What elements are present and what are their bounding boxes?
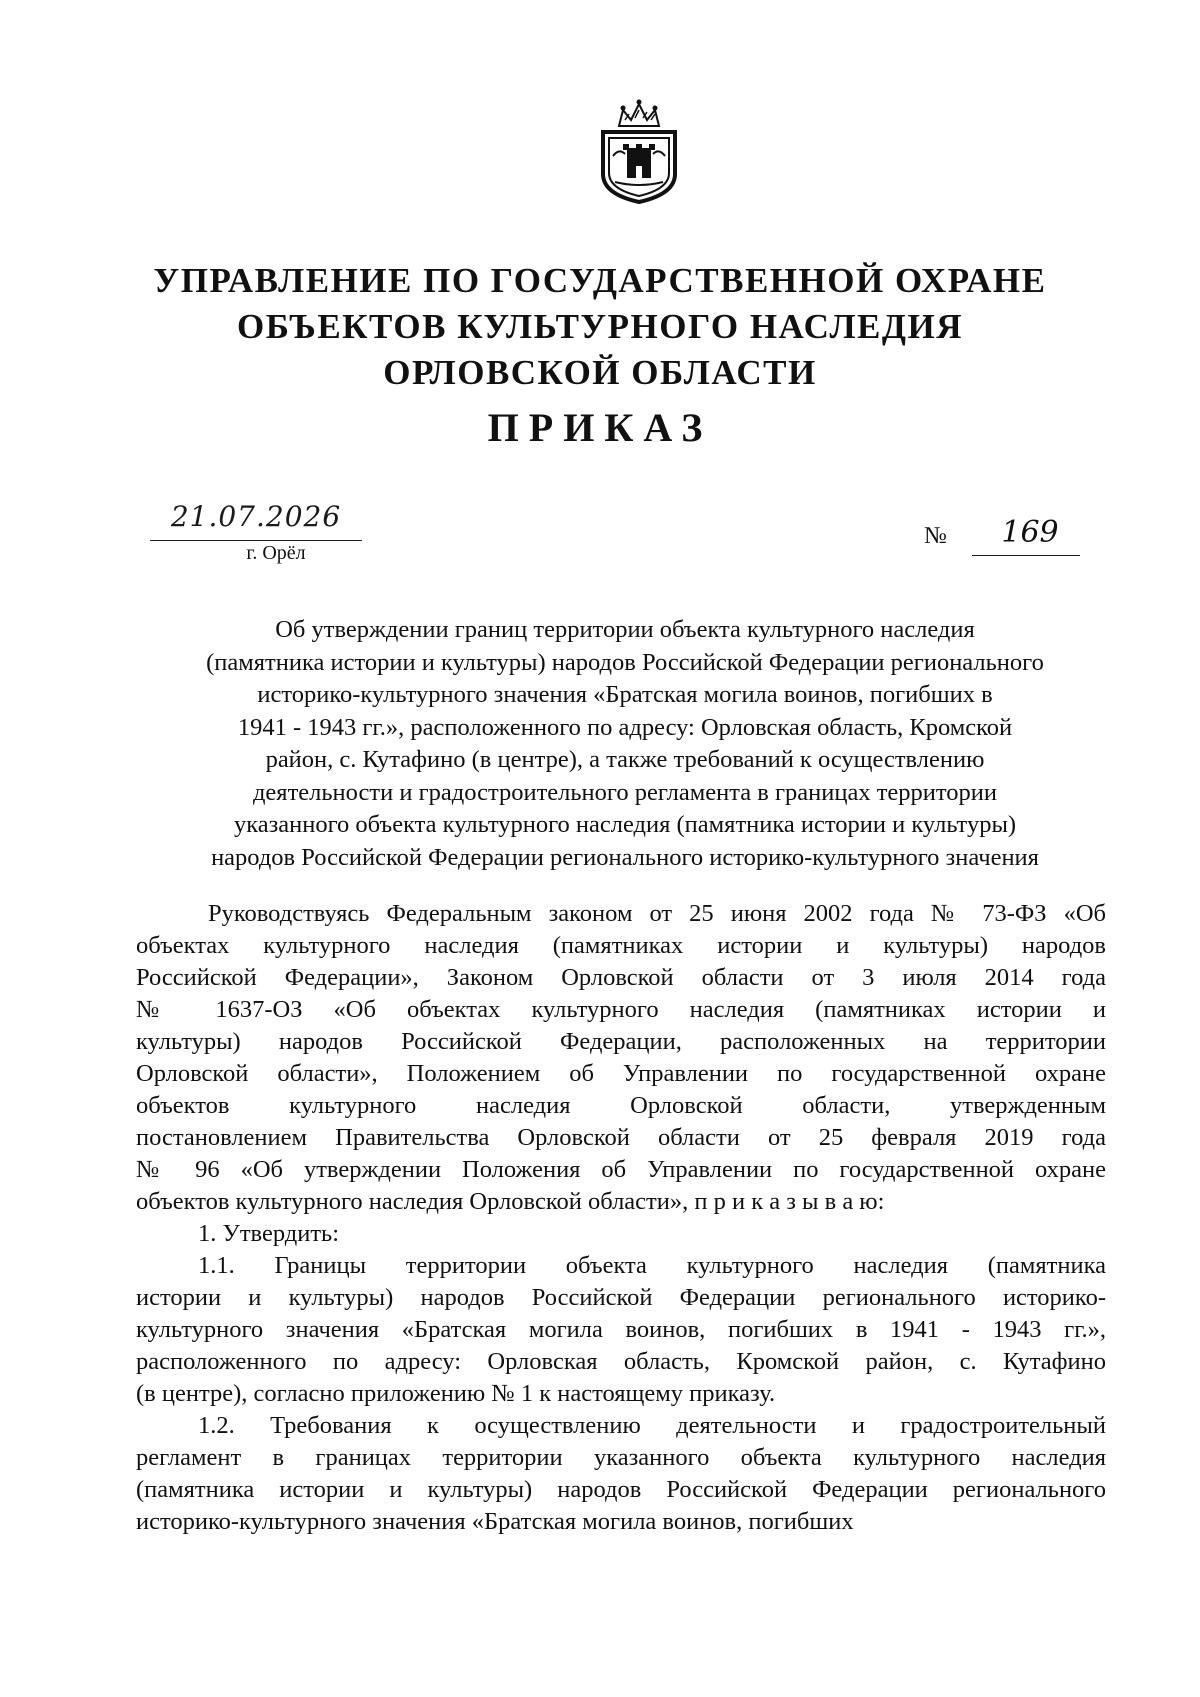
body-line: постановлением Правительства Орловской области от 25 февраля 2019 года: [136, 1124, 1106, 1151]
order-subject: [140, 614, 1110, 874]
subject-line: историко-культурного значения «Братская могила воинов, погибших в: [257, 681, 993, 708]
body-line: объектов культурного наследия Орловской области», п р и к а з ы в а ю:: [136, 1188, 885, 1215]
document-type-title: ПРИКАЗ: [487, 405, 713, 450]
body-line: объектов культурного наследия Орловской области, утвержденным: [136, 1092, 1106, 1119]
body-line: (в центре), согласно приложению № 1 к настоящему приказу.: [136, 1380, 776, 1407]
body-line: № 1637-ОЗ «Об объектах культурного наследия (памятниках истории и: [136, 996, 1106, 1023]
coat-of-arms-icon: [595, 96, 683, 206]
body-line: 1.1. Границы территории объекта культурного наследия (памятника: [198, 1252, 1106, 1279]
order-body: [136, 898, 1106, 1538]
body-line: историко-культурного значения «Братская могила воинов, погибших: [136, 1508, 854, 1535]
subject-line: Об утверждении границ территории объекта культурного наследия: [275, 616, 975, 643]
body-line: 1. Утвердить:: [198, 1220, 340, 1247]
org-line-3: ОРЛОВСКОЙ ОБЛАСТИ: [383, 353, 817, 392]
body-line: Орловской области», Положением об Управлении по государственной охране: [136, 1060, 1106, 1087]
body-line: (памятника истории и культуры) народов Российской Федерации регионального: [136, 1476, 1106, 1503]
subject-line: народов Российской Федерации регионального историко-культурного значения: [211, 843, 1039, 871]
org-line-2: ОБЪЕКТОВ КУЛЬТУРНОГО НАСЛЕДИЯ: [237, 307, 963, 346]
subject-line: деятельности и градостроительного регламента в границах территории: [252, 778, 998, 806]
body-line: Российской Федерации», Законом Орловской области от 3 июля 2014 года: [136, 964, 1106, 991]
handwritten-number: 169: [1001, 515, 1059, 550]
subject-line: 1941 - 1943 гг.», расположенного по адресу: Орловская область, Кромской: [237, 713, 1013, 741]
date-block: [150, 500, 362, 565]
body-line: № 96 «Об утверждении Положения об Управлении по государственной охране: [136, 1156, 1106, 1183]
subject-line: указанного объекта культурного наследия (памятника истории и культуры): [233, 811, 1017, 838]
organization-name: [130, 258, 1070, 396]
subject-line: район, с. Кутафино (в центре), а также требований к осуществлению: [265, 746, 985, 773]
city-label: г. Орёл: [246, 542, 306, 564]
body-line: регламент в границах территории указанного объекта культурного наследия: [136, 1444, 1106, 1471]
number-block: [924, 515, 1080, 559]
body-line: Руководствуясь Федеральным законом от 25 июня 2002 года № 73-ФЗ «Об: [208, 900, 1106, 927]
number-underline: [972, 555, 1080, 556]
org-line-1: УПРАВЛЕНИЕ ПО ГОСУДАРСТВЕННОЙ ОХРАНЕ: [153, 261, 1047, 300]
handwritten-date: 21.07.2026: [170, 500, 342, 533]
body-line: культурного значения «Братская могила воинов, погибших в 1941 - 1943 гг.»,: [136, 1316, 1106, 1343]
body-line: объектах культурного наследия (памятниках истории и культуры) народов: [136, 932, 1106, 959]
number-sign: №: [924, 523, 947, 549]
body-line: культуры) народов Российской Федерации, расположенных на территории: [136, 1028, 1106, 1055]
subject-line: (памятника истории и культуры) народов Российской Федерации регионального: [206, 648, 1044, 676]
body-line: истории и культуры) народов Российской Федерации регионального историко-: [136, 1284, 1106, 1311]
body-line: расположенного по адресу: Орловская область, Кромской район, с. Кутафино: [136, 1348, 1106, 1375]
body-line: 1.2. Требования к осуществлению деятельности и градостроительный: [198, 1412, 1106, 1439]
